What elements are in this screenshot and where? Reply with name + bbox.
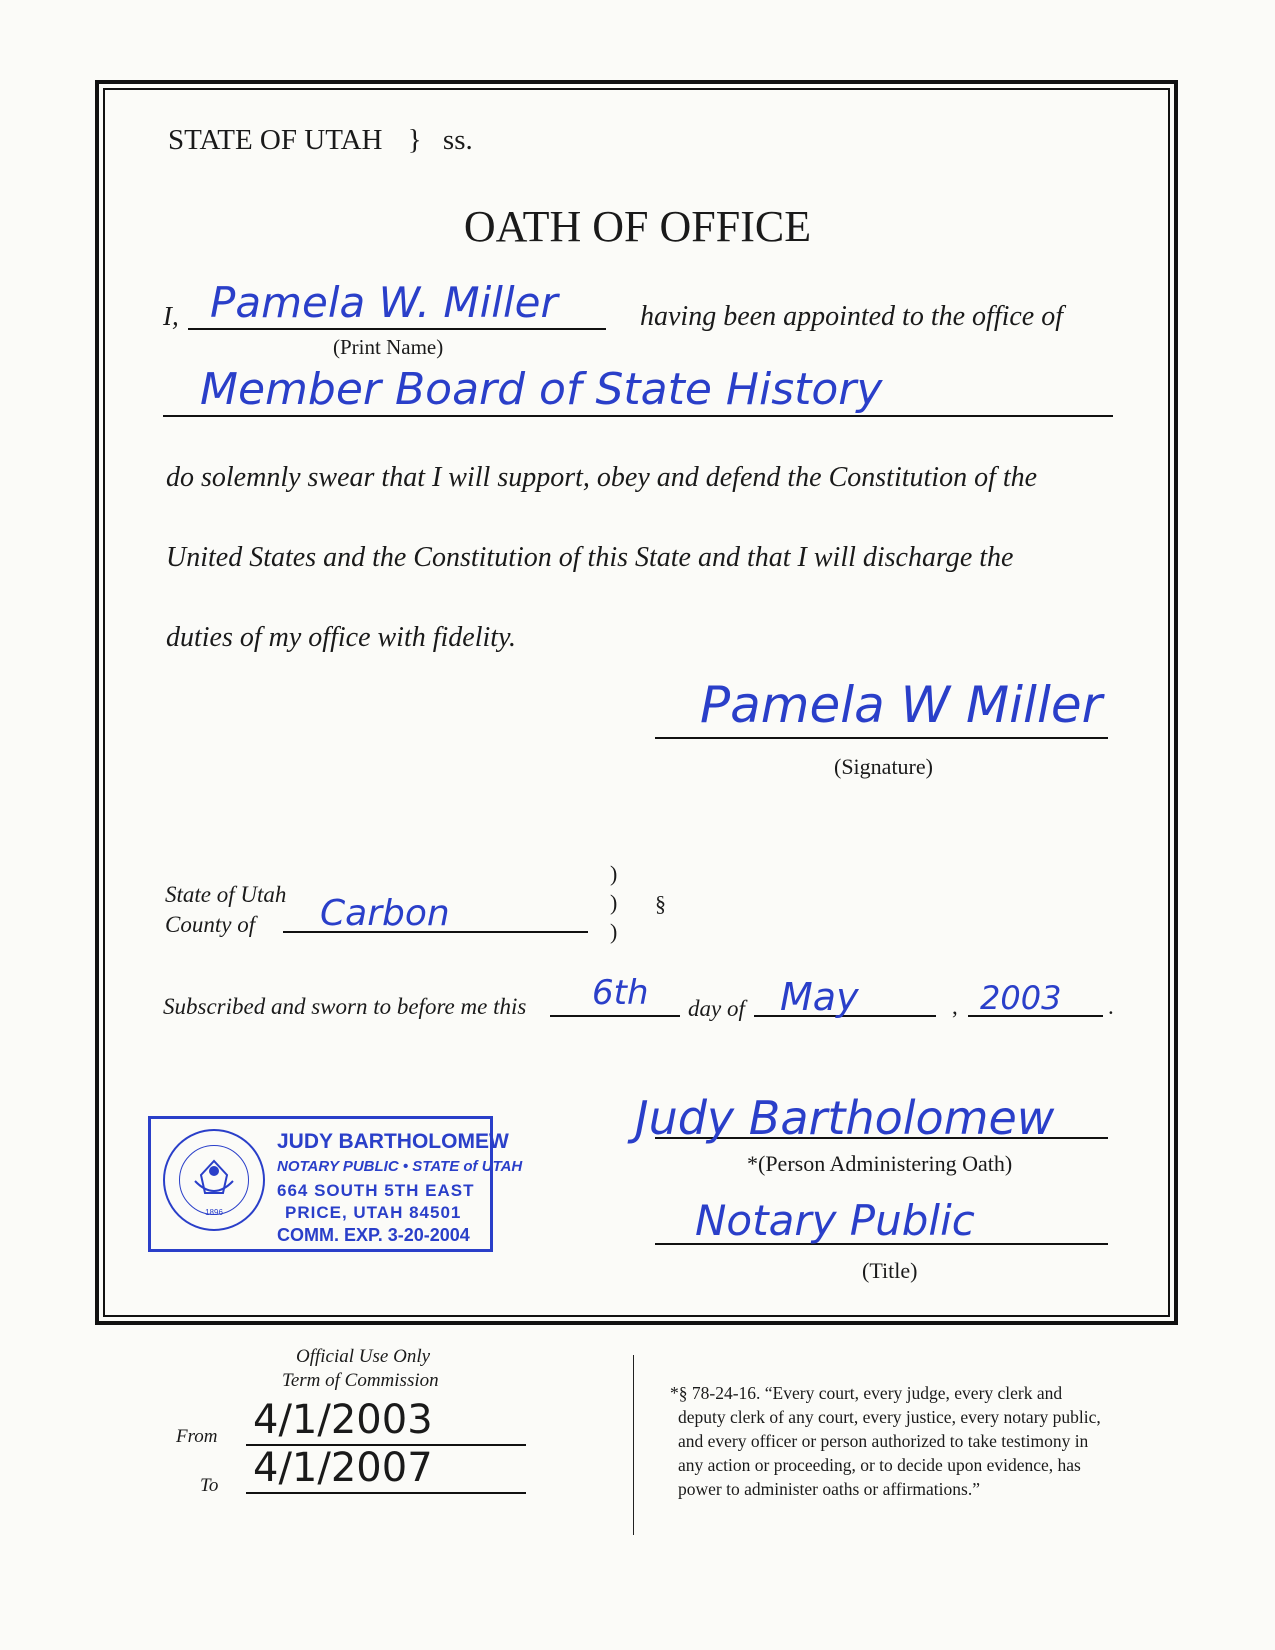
footer-divider [633, 1355, 634, 1535]
term-of-commission-heading: Term of Commission [282, 1370, 439, 1391]
print-name-line [188, 328, 606, 330]
ss-label: ss. [442, 124, 473, 156]
day-line [550, 1015, 680, 1017]
stamp-line-4: PRICE, UTAH 84501 [285, 1203, 462, 1222]
footnote-line-1: *§ 78-24-16. “Every court, every judge, every clerk and [670, 1383, 1063, 1403]
to-value[interactable]: 4/1/2007 [253, 1445, 433, 1491]
state-seal-icon [163, 1129, 265, 1231]
county-value[interactable]: Carbon [320, 893, 450, 934]
notary-stamp [148, 1116, 523, 1252]
subscribed-text: Subscribed and sworn to before me this [163, 994, 527, 1019]
footnote-line-3: and every officer or person authorized to take testimony in [678, 1431, 1089, 1451]
signature-value[interactable]: Pamela W Miller [700, 676, 1103, 734]
title-value[interactable]: Notary Public [695, 1196, 975, 1245]
to-line [246, 1492, 526, 1494]
section-symbol: § [655, 891, 666, 916]
print-name-caption: (Print Name) [333, 335, 444, 359]
seal-year: 1896 [205, 1208, 223, 1217]
signature-line [655, 737, 1108, 739]
stamp-line-2: NOTARY PUBLIC • STATE of UTAH [277, 1158, 523, 1175]
document-title: OATH OF OFFICE [463, 202, 812, 251]
i-label: I, [163, 301, 179, 331]
comma: , [952, 994, 958, 1019]
year-value[interactable]: 2003 [980, 979, 1062, 1017]
day-value[interactable]: 6th [592, 973, 649, 1013]
footnote-line-4: any action or proceeding, or to decide upon evidence, has [678, 1455, 1081, 1475]
venue-paren-3: ) [610, 919, 618, 944]
to-label: To [200, 1475, 219, 1496]
from-value[interactable]: 4/1/2003 [253, 1397, 433, 1443]
stamp-line-5: COMM. EXP. 3-20-2004 [277, 1225, 470, 1245]
stamp-name: JUDY BARTHOLOMEW [277, 1130, 509, 1153]
administrator-signature[interactable]: Judy Bartholomew [635, 1091, 1055, 1145]
oath-body-line-1: do solemnly swear that I will support, obey and defend the Constitution of the [166, 462, 1038, 493]
month-value[interactable]: May [780, 975, 859, 1019]
oath-body-line-3: duties of my office with fidelity. [166, 622, 516, 653]
office-line [163, 415, 1113, 417]
brace-symbol: } [407, 124, 422, 156]
day-of-label: day of [688, 996, 745, 1021]
footnote-line-2: deputy clerk of any court, every justice, every notary public, [678, 1407, 1101, 1427]
oath-body-line-2: United States and the Constitution of this State and that I will discharge the [166, 542, 1014, 573]
signature-caption: (Signature) [834, 754, 933, 779]
print-name-value[interactable]: Pamela W. Miller [210, 278, 558, 327]
state-of-utah-label: STATE OF UTAH [168, 124, 383, 156]
administrator-caption: *(Person Administering Oath) [747, 1151, 1013, 1176]
official-use-heading: Official Use Only [296, 1346, 431, 1367]
venue-paren-1: ) [610, 861, 618, 886]
appointed-text: having been appointed to the office of [640, 301, 1064, 332]
venue-paren-2: ) [610, 890, 618, 915]
stamp-line-3: 664 SOUTH 5TH EAST [277, 1181, 475, 1200]
from-label: From [176, 1426, 218, 1447]
venue-state-label: State of Utah [165, 882, 287, 907]
footnote-line-5: power to administer oaths or affirmations.” [678, 1479, 980, 1499]
period: . [1108, 994, 1114, 1019]
venue-county-label: County of [165, 912, 256, 937]
title-caption: (Title) [862, 1258, 918, 1283]
state-heading [168, 126, 473, 155]
office-value[interactable]: Member Board of State History [200, 364, 883, 415]
